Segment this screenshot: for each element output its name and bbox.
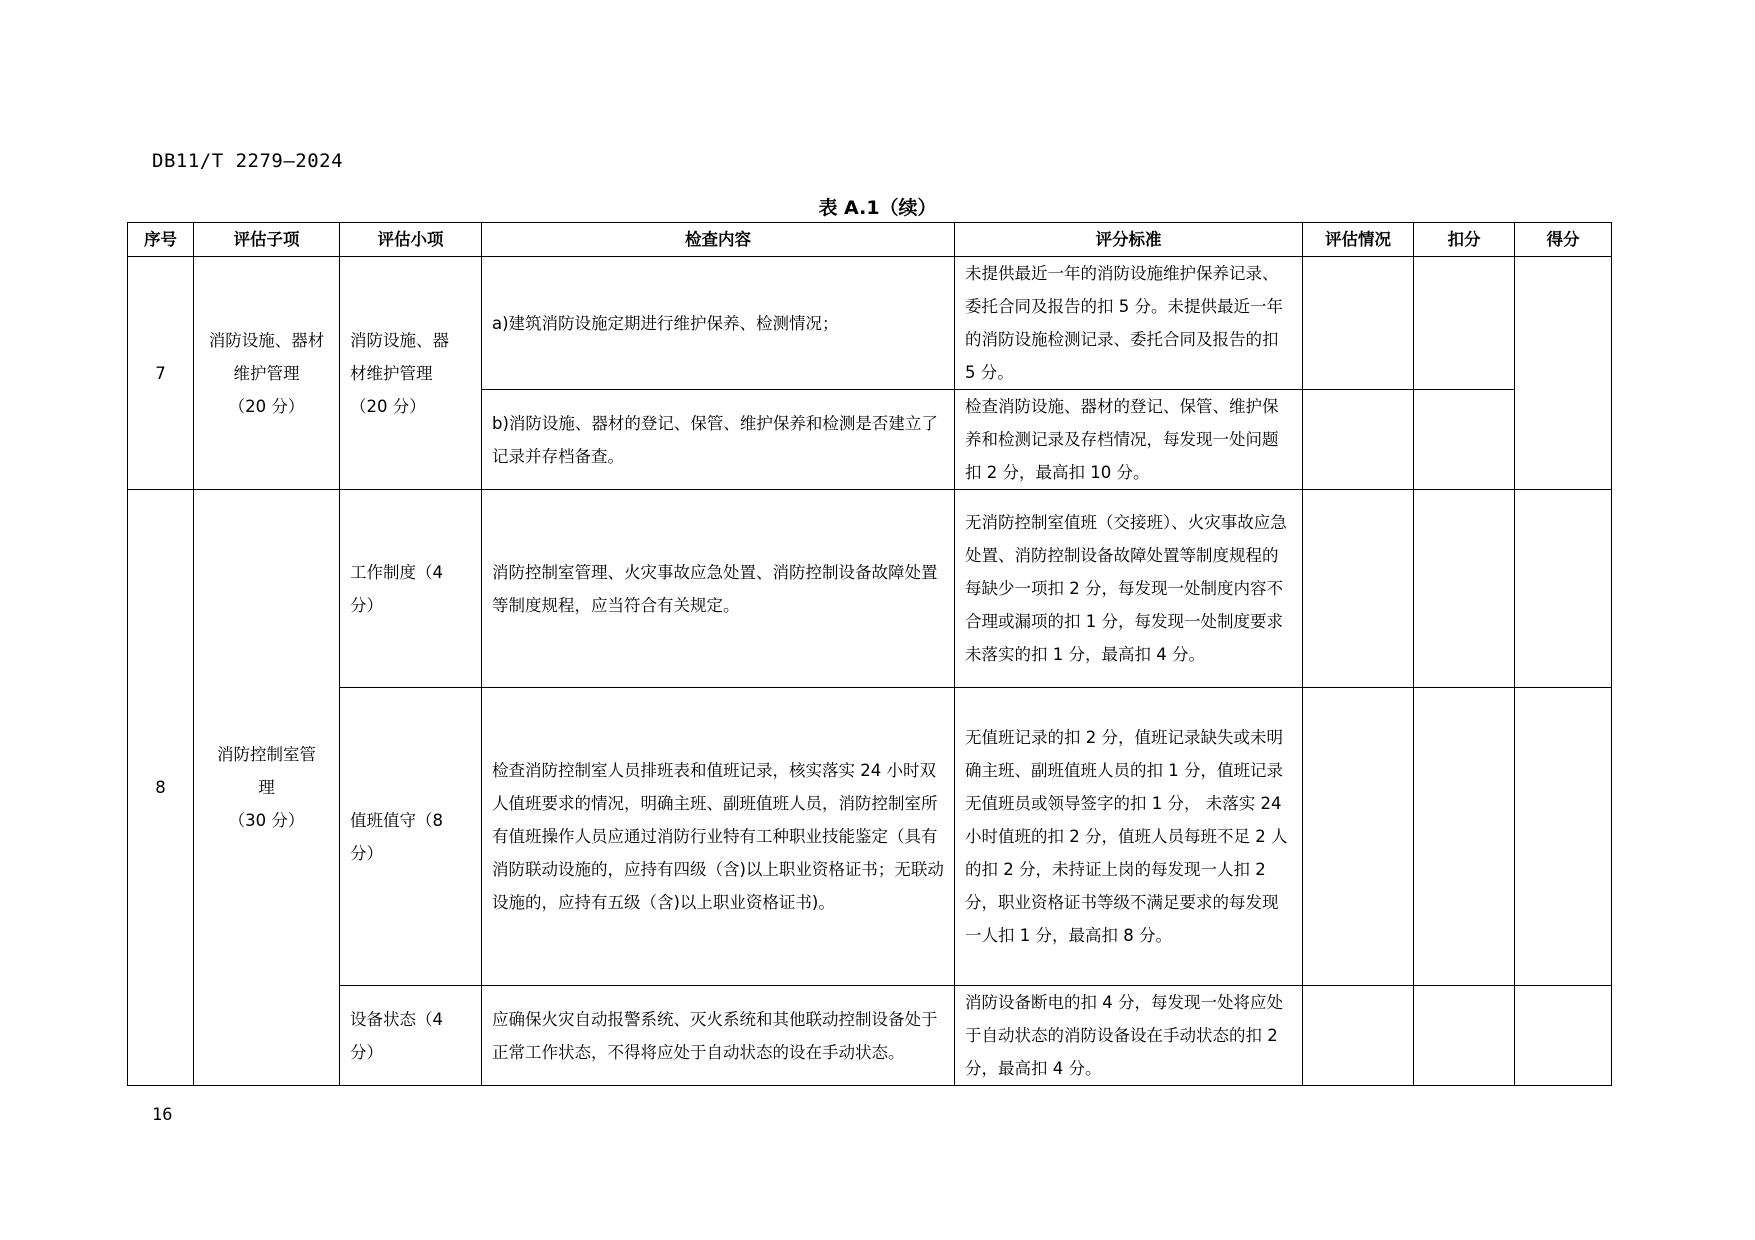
subitem-line: （30 分） (228, 811, 305, 830)
score-cell (1515, 490, 1612, 688)
deduction-cell (1414, 257, 1515, 390)
criteria-cell: 无值班记录的扣 2 分，值班记录缺失或未明确主班、副班值班人员的扣 1 分，值班记录无值班员或领导签字的扣 1 分， 未落实 24 小时值班的扣 2 分，值班人员每班不足 2 人的扣 2 分，未持证上岗的每发现一人扣 2 分，职业资格证书等级不满足要求的每发现一人扣 1 分，最高扣 8 分。 (955, 688, 1303, 986)
criteria-cell: 未提供最近一年的消防设施维护保养记录、委托合同及报告的扣 5 分。未提供最近一年的消防设施检测记录、委托合同及报告的扣 5 分。 (955, 257, 1303, 390)
content-cell: 消防控制室管理、火灾事故应急处置、消防控制设备故障处置等制度规程，应当符合有关规定。 (482, 490, 955, 688)
deduction-cell (1414, 390, 1515, 490)
col-header-minor: 评估小项 (340, 223, 482, 257)
minor-cell: 工作制度（4 分） (340, 490, 482, 688)
table-row (128, 986, 1612, 1086)
table-row (128, 688, 1612, 986)
content-cell: b)消防设施、器材的登记、保管、维护保养和检测是否建立了记录并存档备查。 (482, 390, 955, 490)
minor-cell: 设备状态（4 分） (340, 986, 482, 1086)
col-header-deduction: 扣分 (1414, 223, 1515, 257)
col-header-subitem: 评估子项 (194, 223, 340, 257)
col-header-seq: 序号 (128, 223, 194, 257)
subitem-line: （20 分） (228, 396, 305, 416)
content-cell: 应确保火灾自动报警系统、灭火系统和其他联动控制设备处于正常工作状态，不得将应处于自动状态的设在手动状态。 (482, 986, 955, 1086)
col-header-criteria: 评分标准 (955, 223, 1303, 257)
status-cell (1303, 390, 1414, 490)
seq-cell: 8 (128, 490, 194, 1086)
subitem-line: 消防控制室管 (217, 745, 316, 764)
seq-cell: 7 (128, 257, 194, 490)
minor-line: 消防设施、器 (350, 330, 449, 350)
deduction-cell (1414, 986, 1515, 1086)
status-cell (1303, 986, 1414, 1086)
criteria-cell: 消防设备断电的扣 4 分，每发现一处将应处于自动状态的消防设备设在手动状态的扣 2 分，最高扣 4 分。 (955, 986, 1303, 1086)
deduction-cell (1414, 688, 1515, 986)
table-row (128, 257, 1612, 390)
subitem-cell (194, 257, 340, 490)
minor-cell (340, 257, 482, 490)
minor-line: 材维护管理 (350, 363, 433, 383)
criteria-cell: 检查消防设施、器材的登记、保管、维护保养和检测记录及存档情况，每发现一处问题扣 2 分，最高扣 10 分。 (955, 390, 1303, 490)
col-header-content: 检查内容 (482, 223, 955, 257)
deduction-cell (1414, 490, 1515, 688)
page-number: 16 (152, 1105, 173, 1125)
score-cell (1515, 257, 1612, 490)
minor-line: （20 分） (350, 396, 426, 416)
evaluation-table (127, 222, 1612, 1086)
subitem-cell (194, 490, 340, 1086)
subitem-line: 理 (258, 778, 275, 797)
status-cell (1303, 490, 1414, 688)
criteria-cell: 无消防控制室值班（交接班）、火灾事故应急处置、消防控制设备故障处置等制度规程的每缺少一项扣 2 分，每发现一处制度内容不合理或漏项的扣 1 分，每发现一处制度要求未落实的扣 1 分，最高扣 4 分。 (955, 490, 1303, 688)
status-cell (1303, 257, 1414, 390)
score-cell (1515, 688, 1612, 986)
table-caption: 表 A.1（续） (818, 197, 937, 219)
content-cell: 检查消防控制室人员排班表和值班记录，核实落实 24 小时双人值班要求的情况，明确主班、副班值班人员，消防控制室所有值班操作人员应通过消防行业特有工种职业技能鉴定（具有消防联动设施的，应持有四级（含)以上职业资格证书；无联动设施的，应持有五级（含)以上职业资格证书)。 (482, 688, 955, 986)
status-cell (1303, 688, 1414, 986)
document-code: DB11/T 2279—2024 (152, 150, 344, 172)
table-header-row (128, 223, 1612, 257)
subitem-line: 维护管理 (233, 363, 300, 383)
minor-cell: 值班值守（8 分） (340, 688, 482, 986)
col-header-score: 得分 (1515, 223, 1612, 257)
score-cell (1515, 986, 1612, 1086)
col-header-status: 评估情况 (1303, 223, 1414, 257)
subitem-line: 消防设施、器材 (208, 330, 325, 350)
table-row (128, 490, 1612, 688)
content-cell: a)建筑消防设施定期进行维护保养、检测情况； (482, 257, 955, 390)
